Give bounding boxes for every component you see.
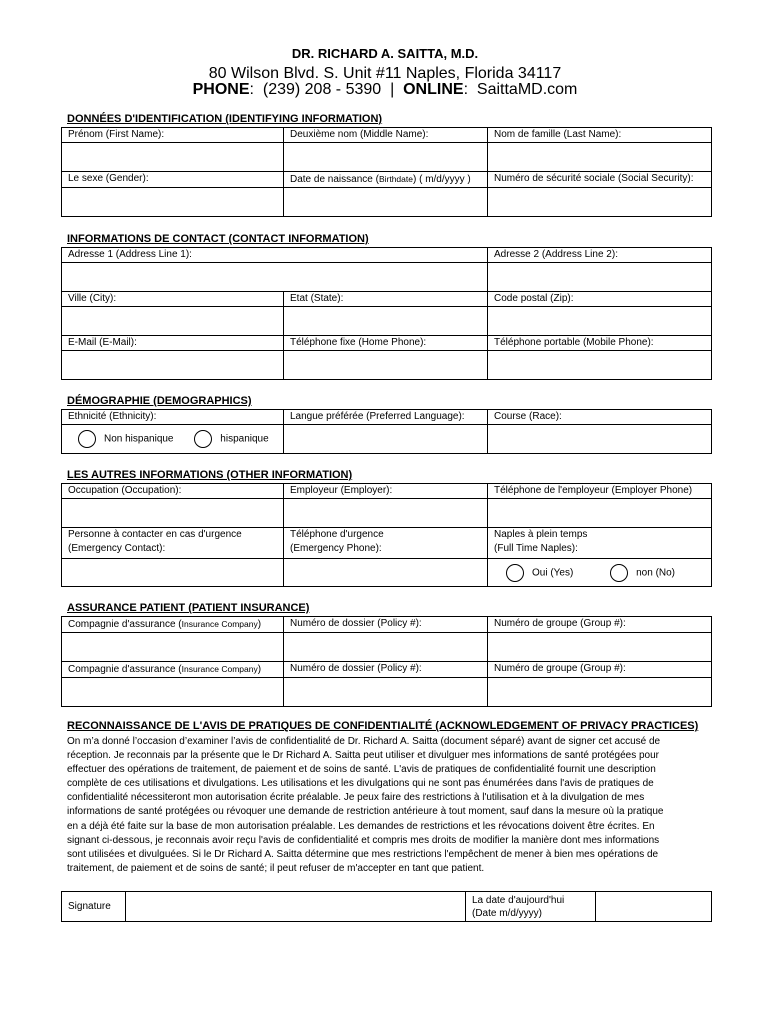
practice-address: 80 Wilson Blvd. S. Unit #11 Naples, Florida 34117 bbox=[208, 65, 562, 82]
ssn-field[interactable] bbox=[488, 188, 712, 217]
state-field[interactable] bbox=[284, 307, 488, 336]
employer-input[interactable] bbox=[290, 499, 481, 510]
gender-field[interactable] bbox=[62, 188, 284, 217]
birthdate-input[interactable] bbox=[290, 188, 481, 199]
policy-input-1[interactable] bbox=[290, 633, 481, 644]
other-table bbox=[61, 483, 712, 587]
signature-label: Signature bbox=[62, 892, 126, 922]
city-field[interactable] bbox=[62, 307, 284, 336]
zip-field[interactable] bbox=[488, 307, 712, 336]
date-label-line1: La date d'aujourd'hui bbox=[472, 895, 565, 906]
policy-label-1: Numéro de dossier (Policy #): bbox=[284, 617, 488, 633]
language-label: Langue préférée (Preferred Language): bbox=[284, 410, 488, 425]
contact-table bbox=[61, 247, 712, 380]
address2-field[interactable] bbox=[488, 263, 712, 292]
insurance-company-label-1b: Insurance Company bbox=[181, 619, 258, 629]
hispanic-label: hispanique bbox=[220, 433, 269, 445]
email-label: E-Mail (E-Mail): bbox=[62, 336, 284, 351]
home-phone-input[interactable] bbox=[290, 351, 481, 362]
birthdate-label-b: Birthdate bbox=[378, 174, 413, 184]
address1-field[interactable] bbox=[62, 263, 488, 292]
policy-field-1[interactable] bbox=[284, 633, 488, 662]
header-separator: | bbox=[390, 81, 395, 98]
ssn-label: Numéro de sécurité sociale (Social Security): bbox=[488, 172, 712, 188]
phone-label: PHONE bbox=[192, 81, 250, 98]
zip-input[interactable] bbox=[494, 307, 705, 318]
city-label: Ville (City): bbox=[62, 292, 284, 307]
no-radio[interactable] bbox=[610, 564, 628, 582]
employer-phone-field[interactable] bbox=[488, 499, 712, 528]
occupation-field[interactable] bbox=[62, 499, 284, 528]
address1-input[interactable] bbox=[68, 263, 481, 274]
group-label-1: Numéro de groupe (Group #): bbox=[488, 617, 712, 633]
last-name-label: Nom de famille (Last Name): bbox=[488, 128, 712, 143]
privacy-line: en a déjà été faite sur la base de mon autorisation préalable. Les demandes de restrictions et les révocations doivent être écrites. En bbox=[67, 820, 655, 832]
group-field-1[interactable] bbox=[488, 633, 712, 662]
state-label: Etat (State): bbox=[284, 292, 488, 307]
signature-table bbox=[61, 891, 712, 922]
section-title-privacy: RECONNAISSANCE DE L'AVIS DE PRATIQUES DE CONFIDENTIALITÉ (ACKNOWLEDGEMENT OF PRIVACY PRACTICES) bbox=[67, 720, 699, 732]
birthdate-label-c: ) ( m/d/yyyy ) bbox=[412, 174, 471, 185]
ethnicity-label: Ethnicité (Ethnicity): bbox=[62, 410, 284, 425]
demographics-table bbox=[61, 409, 712, 454]
yes-label: Oui (Yes) bbox=[532, 567, 574, 578]
section-title-insurance: ASSURANCE PATIENT (PATIENT INSURANCE) bbox=[67, 602, 310, 614]
middle-name-field[interactable] bbox=[284, 143, 488, 172]
state-input[interactable] bbox=[290, 307, 481, 318]
signature-input[interactable] bbox=[132, 892, 459, 903]
privacy-line: complète de ces utilisations et divulgations. Les utilisations et les divulgations qui ne sont pas énumérées dans l'avis de pratiques de bbox=[67, 778, 654, 790]
group-field-2[interactable] bbox=[488, 678, 712, 707]
policy-input-2[interactable] bbox=[290, 678, 481, 689]
privacy-paragraph bbox=[67, 735, 717, 876]
emergency-phone-field[interactable] bbox=[284, 559, 488, 587]
first-name-field[interactable] bbox=[62, 143, 284, 172]
emergency-phone-label-line2: (Emergency Phone): bbox=[290, 543, 382, 554]
insurance-company-label-2 bbox=[62, 662, 284, 678]
website: SaittaMD.com bbox=[476, 81, 578, 98]
section-title-demographics: DÉMOGRAPHIE (DEMOGRAPHICS) bbox=[67, 395, 252, 407]
contact-line: PHONE: (239) 208 - 5390 | ONLINE: SaittaMD.com bbox=[192, 81, 578, 98]
signature-field[interactable] bbox=[126, 892, 466, 922]
city-input[interactable] bbox=[68, 307, 277, 318]
insurance-company-input-1[interactable] bbox=[68, 633, 277, 644]
group-input-1[interactable] bbox=[494, 633, 705, 644]
emergency-phone-label bbox=[284, 528, 488, 559]
zip-label: Code postal (Zip): bbox=[488, 292, 712, 307]
address2-label: Adresse 2 (Address Line 2): bbox=[488, 248, 712, 263]
identifying-table bbox=[61, 127, 712, 217]
privacy-line: traitement, de paiement et de soins de santé; il peut refuser de m'accepter en tant que patient. bbox=[67, 862, 485, 874]
email-input[interactable] bbox=[68, 351, 277, 362]
middle-name-input[interactable] bbox=[290, 143, 481, 154]
insurance-company-label-1a: Compagnie d'assurance ( bbox=[68, 619, 182, 630]
address2-input[interactable] bbox=[494, 263, 705, 274]
address1-label: Adresse 1 (Address Line 1): bbox=[62, 248, 488, 263]
date-label-line2: (Date m/d/yyyy) bbox=[472, 908, 543, 919]
emergency-contact-label bbox=[62, 528, 284, 559]
privacy-line: informations de santé protégées ou révoquer une demande de restriction antérieure à tout moment, sauf dans la mesure où la pratique bbox=[67, 806, 664, 818]
policy-label-2: Numéro de dossier (Policy #): bbox=[284, 662, 488, 678]
language-input[interactable] bbox=[290, 425, 481, 436]
home-phone-label: Téléphone fixe (Home Phone): bbox=[284, 336, 488, 351]
date-input[interactable] bbox=[602, 892, 705, 903]
first-name-label: Prénom (First Name): bbox=[62, 128, 284, 143]
section-title-contact: INFORMATIONS DE CONTACT (CONTACT INFORMATION) bbox=[67, 233, 369, 245]
phone-number: (239) 208 - 5390 bbox=[262, 81, 382, 98]
privacy-line: On m’a donné l’occasion d’examiner l’avis de confidentialité de Dr. Richard A. Saitta (document séparé) avant de signer cet accusé de bbox=[67, 736, 661, 747]
ssn-input[interactable] bbox=[494, 188, 705, 199]
emergency-contact-field[interactable] bbox=[62, 559, 284, 587]
mobile-phone-input[interactable] bbox=[494, 351, 705, 362]
emergency-phone-input[interactable] bbox=[290, 559, 481, 570]
naples-options bbox=[488, 559, 712, 587]
employer-field[interactable] bbox=[284, 499, 488, 528]
privacy-line: signant ci-dessous, je reconnais avoir reçu l'avis de confidentialité et compris mes droits de modifier la manière dont mes informations bbox=[67, 834, 660, 846]
race-field[interactable] bbox=[488, 425, 712, 454]
last-name-field[interactable] bbox=[488, 143, 712, 172]
insurance-company-label-1c: ) bbox=[257, 619, 262, 630]
occupation-input[interactable] bbox=[68, 499, 277, 510]
yes-radio[interactable] bbox=[506, 564, 524, 582]
insurance-company-label-1 bbox=[62, 617, 284, 633]
occupation-label: Occupation (Occupation): bbox=[62, 484, 284, 499]
emergency-phone-label-line1: Téléphone d'urgence bbox=[290, 529, 384, 540]
naples-label-line1: Naples à plein temps bbox=[494, 529, 588, 540]
privacy-line: sont utilisées et divulguées. Si le Dr Richard A. Saitta détermine que mes restrictions l'empêchent de mener à bien mes opérations de bbox=[67, 848, 659, 860]
language-field[interactable] bbox=[284, 425, 488, 454]
naples-label bbox=[488, 528, 712, 559]
emergency-contact-label-line1: Personne à contacter en cas d'urgence bbox=[68, 529, 242, 540]
non-hispanic-radio[interactable] bbox=[78, 430, 96, 448]
race-label: Course (Race): bbox=[488, 410, 712, 425]
emergency-contact-label-line2: (Emergency Contact): bbox=[68, 543, 166, 554]
ethnicity-options bbox=[62, 425, 284, 454]
gender-input[interactable] bbox=[68, 188, 277, 199]
privacy-line: confidentialité nécessiteront mon autorisation écrite préalable. Je peux faire des restrictions à l'utilisation et à la divulgation de mes bbox=[67, 792, 645, 804]
insurance-company-input-2[interactable] bbox=[68, 678, 277, 689]
insurance-table bbox=[61, 616, 712, 707]
first-name-input[interactable] bbox=[68, 143, 277, 154]
naples-label-line2: (Full Time Naples): bbox=[494, 543, 578, 554]
hispanic-radio[interactable] bbox=[194, 430, 212, 448]
policy-field-2[interactable] bbox=[284, 678, 488, 707]
email-field[interactable] bbox=[62, 351, 284, 380]
employer-phone-input[interactable] bbox=[494, 499, 705, 510]
group-input-2[interactable] bbox=[494, 678, 705, 689]
no-label: non (No) bbox=[636, 567, 676, 578]
mobile-phone-field[interactable] bbox=[488, 351, 712, 380]
mobile-phone-label: Téléphone portable (Mobile Phone): bbox=[488, 336, 712, 351]
group-label-2: Numéro de groupe (Group #): bbox=[488, 662, 712, 678]
last-name-input[interactable] bbox=[494, 143, 705, 154]
birthdate-label bbox=[284, 172, 488, 188]
insurance-company-field-2[interactable] bbox=[62, 678, 284, 707]
insurance-company-label-2b: Insurance Company bbox=[181, 664, 258, 674]
doctor-name: DR. RICHARD A. SAITTA, M.D. bbox=[291, 46, 479, 61]
insurance-company-field-1[interactable] bbox=[62, 633, 284, 662]
privacy-line: effectuer des opérations de traitement, de paiement et de soins de santé. L'avis de pratiques de confidentialité fournit une description bbox=[67, 764, 656, 776]
home-phone-field[interactable] bbox=[284, 351, 488, 380]
section-title-identifying: DONNÉES D'IDENTIFICATION (IDENTIFYING INFORMATION) bbox=[67, 113, 383, 125]
middle-name-label: Deuxième nom (Middle Name): bbox=[284, 128, 488, 143]
insurance-company-label-2c: ) bbox=[257, 664, 262, 675]
birthdate-label-a: Date de naissance ( bbox=[290, 174, 379, 185]
non-hispanic-label: Non hispanique bbox=[104, 433, 174, 445]
birthdate-field[interactable] bbox=[284, 188, 488, 217]
gender-label: Le sexe (Gender): bbox=[62, 172, 284, 188]
race-input[interactable] bbox=[494, 425, 705, 436]
date-field[interactable] bbox=[596, 892, 712, 922]
date-label bbox=[466, 892, 596, 922]
emergency-contact-input[interactable] bbox=[68, 559, 277, 570]
privacy-line: réception. Je reconnais par la présente que le Dr Richard A. Saitta peut utiliser et divulguer mes informations de santé protégées pour bbox=[67, 750, 659, 762]
section-title-other: LES AUTRES INFORMATIONS (OTHER INFORMATION) bbox=[67, 469, 353, 481]
employer-phone-label: Téléphone de l'employeur (Employer Phone) bbox=[488, 484, 712, 499]
insurance-company-label-2a: Compagnie d'assurance ( bbox=[68, 664, 182, 675]
employer-label: Employeur (Employer): bbox=[284, 484, 488, 499]
online-label: ONLINE bbox=[403, 81, 464, 98]
